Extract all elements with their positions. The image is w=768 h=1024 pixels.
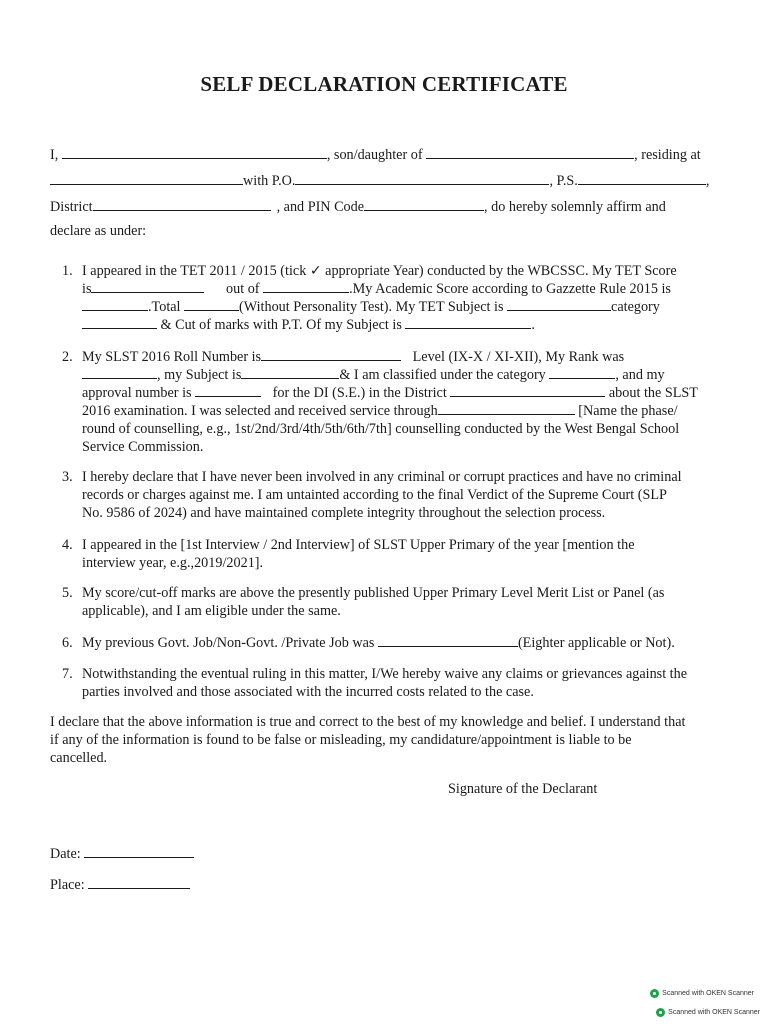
- scanner-logo-icon: [650, 989, 659, 998]
- classified-category-blank[interactable]: [549, 366, 615, 379]
- tet-total-blank[interactable]: [263, 280, 349, 293]
- police-station-blank[interactable]: [578, 172, 706, 185]
- residence-blank[interactable]: [50, 172, 243, 185]
- roll-number-blank[interactable]: [261, 348, 401, 361]
- item-6-line-1: My previous Govt. Job/Non-Govt. /Private Job was (Eighter applicable or Not).: [82, 635, 675, 651]
- date-row: Date:: [50, 845, 720, 863]
- place-row: Place:: [50, 876, 720, 894]
- checkmark-icon: ✓: [309, 263, 322, 279]
- declaration-line-2: if any of the information is found to be false or misleading, my candidature/appointment is liable to be: [50, 732, 632, 748]
- item-2-line-1: My SLST 2016 Roll Number is Level (IX-X / XI-XII), My Rank was: [82, 349, 625, 365]
- category-blank[interactable]: [82, 316, 157, 329]
- place-blank[interactable]: [88, 876, 190, 889]
- intro-line-3: District , and PIN Code , do hereby solemnly affirm and: [50, 199, 666, 215]
- item-2-line-6: Service Commission.: [82, 439, 204, 455]
- item-2-line-3: approval number is for the DI (S.E.) in the District about the SLST: [82, 385, 698, 401]
- item-2-line-4: 2016 examination. I was selected and received service through [Name the phase/: [82, 403, 678, 419]
- item-2-line-2: , my Subject is & I am classified under the category , and my: [82, 366, 719, 384]
- rank-blank[interactable]: [82, 366, 157, 379]
- item-1-line-2: is out of .My Academic Score according to Gazzette Rule 2015 is: [82, 281, 671, 297]
- item-4-line-1: I appeared in the [1st Interview / 2nd Interview] of SLST Upper Primary of the year [mention the: [82, 537, 635, 553]
- scanner-logo-icon: [656, 1008, 665, 1017]
- signature-label: Signature of the Declarant: [448, 781, 598, 797]
- item-1-line-1: I appeared in the TET 2011 / 2015 (tick ✓ appropriate Year) conducted by the WBCSSC. My TET Score: [82, 263, 677, 279]
- item-6-number: 6.: [62, 635, 73, 651]
- item-2-line-5: round of counselling, e.g., 1st/2nd/3rd/4th/5th/6th/7th] counselling conducted by the West Bengal School: [82, 421, 680, 437]
- scanner-stamp-1: Scanned with OKEN Scanner: [650, 989, 754, 998]
- tet-subject-blank[interactable]: [507, 298, 611, 311]
- intro-line-4: declare as under:: [50, 223, 147, 239]
- item-1-line-4: & Cut of marks with P.T. Of my Subject is .: [82, 316, 719, 334]
- declaration-line-3: cancelled.: [50, 750, 108, 766]
- district-blank[interactable]: [93, 198, 271, 211]
- intro-line-2: with P.O. , P.S. ,: [50, 172, 720, 190]
- item-7-number: 7.: [62, 666, 73, 682]
- approval-number-blank[interactable]: [195, 384, 261, 397]
- item-4-line-2: interview year, e.g.,2019/2021].: [82, 555, 264, 571]
- tet-score-blank[interactable]: [91, 280, 204, 293]
- item-7-line-2: parties involved and those associated with the incurred costs related to the case.: [82, 684, 534, 700]
- item-3-line-3: No. 9586 of 2024) and have maintained complete integrity throughout the selection process.: [82, 505, 606, 521]
- subject-blank[interactable]: [241, 366, 339, 379]
- item-1-number: 1.: [62, 263, 73, 279]
- item-1-line-3: .Total (Without Personality Test). My TET Subject is category: [82, 298, 719, 316]
- phase-blank[interactable]: [438, 402, 575, 415]
- date-blank[interactable]: [84, 845, 194, 858]
- parent-name-blank[interactable]: [426, 146, 634, 159]
- total-score-blank[interactable]: [184, 298, 239, 311]
- item-5-line-2: applicable), and I am eligible under the same.: [82, 603, 341, 619]
- item-3-line-2: records or charges against me. I am untainted according to the final Verdict of the Supreme Court (SLP: [82, 487, 667, 503]
- item-5-line-1: My score/cut-off marks are above the presently published Upper Primary Level Merit List or Panel (as: [82, 585, 665, 601]
- item-4-number: 4.: [62, 537, 73, 553]
- cutoff-marks-blank[interactable]: [405, 316, 531, 329]
- item-3-number: 3.: [62, 469, 73, 485]
- item-5-number: 5.: [62, 585, 73, 601]
- item-3-line-1: I hereby declare that I have never been involved in any criminal or corrupt practices and have no criminal: [82, 469, 682, 485]
- page-title: SELF DECLARATION CERTIFICATE: [200, 72, 568, 96]
- previous-job-blank[interactable]: [378, 634, 518, 647]
- item-2-number: 2.: [62, 349, 73, 365]
- name-blank[interactable]: [62, 146, 327, 159]
- declaration-line-1: I declare that the above information is true and correct to the best of my knowledge and belief. I understand that: [50, 714, 686, 730]
- intro-line-1: I, , son/daughter of , residing at: [50, 147, 701, 163]
- pin-code-blank[interactable]: [364, 198, 484, 211]
- academic-score-blank[interactable]: [82, 298, 148, 311]
- item-7-line-1: Notwithstanding the eventual ruling in this matter, I/We hereby waive any claims or grievances against the: [82, 666, 688, 682]
- scanner-stamp-2: Scanned with OKEN Scanner: [656, 1008, 760, 1017]
- post-office-blank[interactable]: [295, 172, 549, 185]
- district-di-blank[interactable]: [450, 384, 605, 397]
